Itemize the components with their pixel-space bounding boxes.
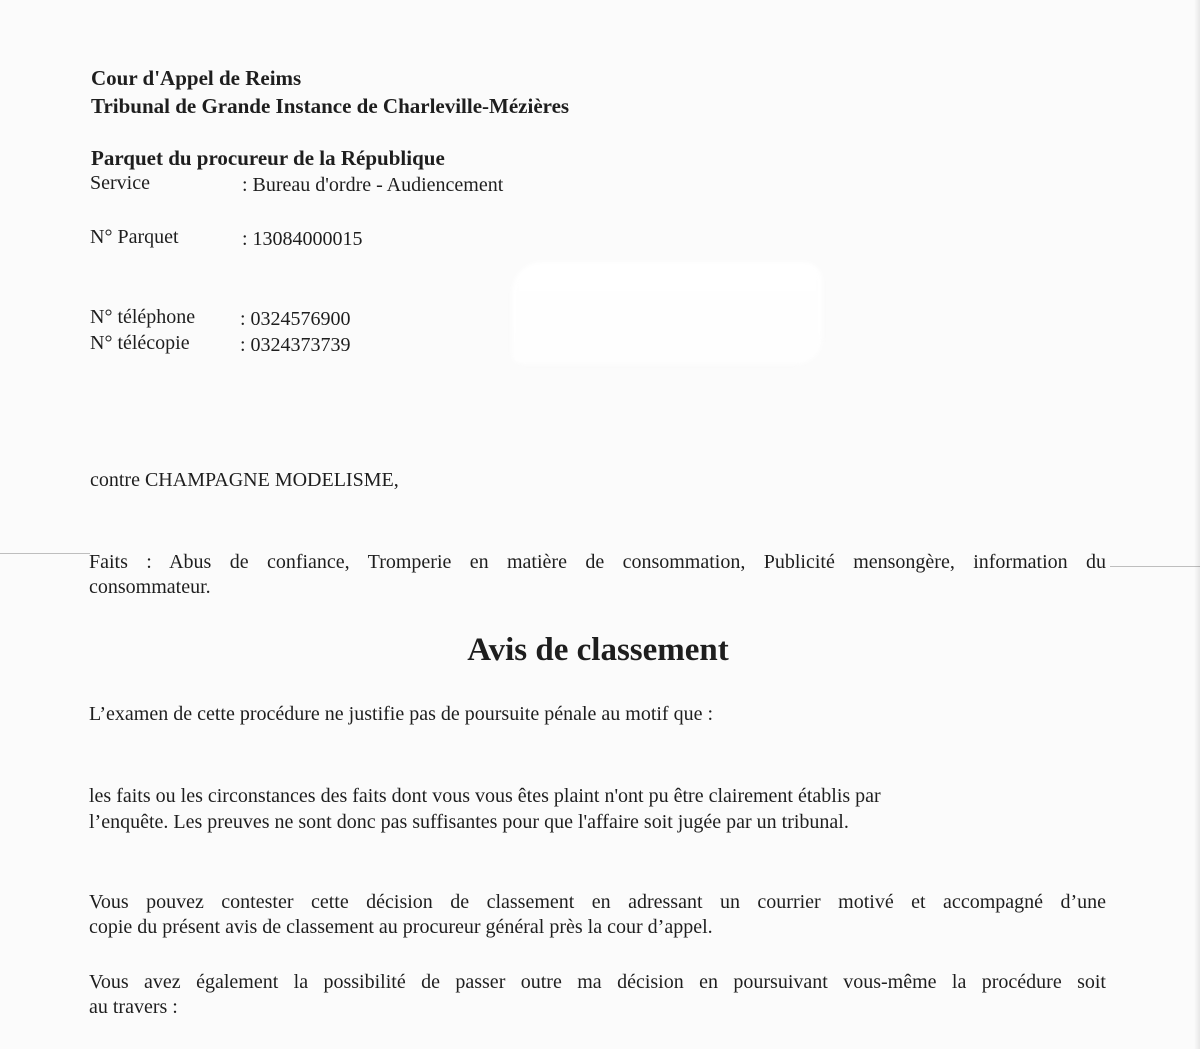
- intro-paragraph: L’examen de cette procédure ne justifie pas de poursuite pénale au motif que :: [89, 703, 714, 725]
- parquet-number-label: N° Parquet: [90, 226, 179, 248]
- telephone-value: : 0324576900: [240, 308, 351, 330]
- faits-line-1: Faits : Abus de confiance, Tromperie en matière de consommation, Publicité mensongère, information du: [89, 551, 1106, 573]
- contest-line-1: Vous pouvez contester cette décision de classement en adressant un courrier motivé et accompagné d’une: [89, 891, 1106, 913]
- contest-line-2: copie du présent avis de classement au procureur général près la cour d’appel.: [89, 916, 713, 938]
- fax-label: N° télécopie: [90, 332, 190, 354]
- faits-line-2: consommateur.: [89, 576, 211, 598]
- motif-line-2: l’enquête. Les preuves ne sont donc pas suffisantes pour que l'affaire soit jugée par un tribunal.: [89, 811, 849, 833]
- scan-edge-shadow: [1194, 0, 1200, 1049]
- contre-line: contre CHAMPAGNE MODELISME,: [90, 469, 399, 491]
- service-value: : Bureau d'ordre - Audiencement: [242, 174, 504, 196]
- fax-value: : 0324373739: [240, 334, 351, 356]
- redacted-area: [512, 262, 822, 364]
- option-line-1: Vous avez également la possibilité de passer outre ma décision en poursuivant vous-même la procédure soit: [89, 971, 1106, 993]
- parquet-heading: Parquet du procureur de la République: [91, 146, 445, 170]
- option-line-2: au travers :: [89, 996, 178, 1018]
- document-title: Avis de classement: [467, 632, 729, 668]
- parquet-number-value: : 13084000015: [242, 228, 363, 250]
- scan-artifact-right: [1110, 566, 1200, 567]
- tribunal-name: Tribunal de Grande Instance de Charleville-Mézières: [91, 94, 570, 118]
- scan-artifact-left: [0, 553, 90, 554]
- court-name: Cour d'Appel de Reims: [91, 66, 302, 90]
- telephone-label: N° téléphone: [90, 306, 196, 328]
- service-label: Service: [90, 172, 150, 194]
- motif-line-1: les faits ou les circonstances des faits dont vous vous êtes plaint n'ont pu être clairement établis par: [89, 785, 881, 807]
